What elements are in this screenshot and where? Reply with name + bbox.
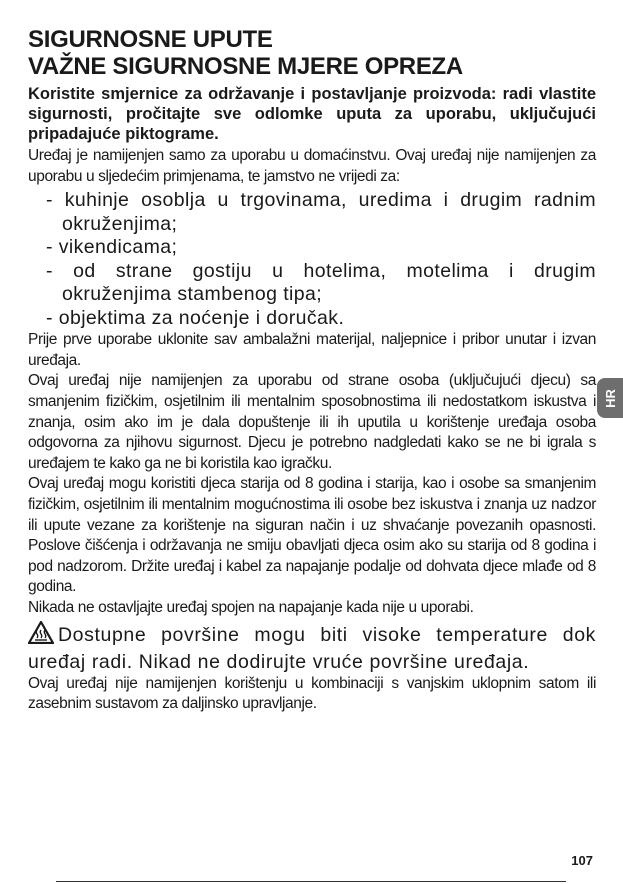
page-number: 107	[571, 853, 593, 868]
language-tab-label: HR	[602, 388, 618, 408]
intro-bold-paragraph: Koristite smjernice za održavanje i postavljanje proizvoda: radi vlastite sigurnosti, pročitajte sve odlomke uputa za uporabu, uključujući pripadajuće piktograme.	[28, 85, 596, 143]
timer-paragraph: Ovaj uređaj nije namijenjen korištenju u kombinaciji s vanjskim uklopnim satom ili zasebnim sustavom za daljinsko upravljanje.	[28, 674, 596, 713]
packaging-paragraph: Prije prve uporabe uklonite sav ambalažni materijal, naljepnice i pribor unutar i izvan uređaja.	[28, 331, 596, 369]
document-body	[28, 26, 596, 715]
children-paragraph: Ovaj uređaj mogu koristiti djeca starija od 8 godina i starija, kao i osobe sa smanjenim fizičkim, osjetilnim ili mentalnim mogućnostima ili osobe bez iskustva i znanja uz nadzor ili upute vezane za korištenje na siguran način i uz shvaćanje povezanih opasnosti. Poslove čišćenja i održavanja ne smiju obavljati djeca osim ako su starija od 8 godina i pod nadzorom. Držite uređaj i kabel za napajanje podalje od dohvata djece mlađe od 8 godina.	[28, 475, 596, 596]
list-item: - od strane gostiju u hotelima, motelima i drugim okruženjima stambenog tipa;	[46, 259, 596, 306]
title-line-1: SIGURNOSNE UPUTE	[28, 26, 273, 53]
domestic-use-paragraph: Uređaj je namijenjen samo za uporabu u domaćinstvu. Ovaj uređaj nije namijenjen za uporabu u sljedećim primjenama, te jamstvo ne vrijedi za:	[28, 147, 596, 185]
list-item: - objektima za noćenje i doručak.	[46, 306, 345, 329]
unplugged-paragraph: Nikada ne ostavljajte uređaj spojen na napajanje kada nije u uporabi.	[28, 598, 474, 616]
hot-surface-warning	[28, 621, 596, 674]
warning-text: Dostupne površine mogu biti visoke temperature dok uređaj radi. Nikad ne dodirujte vruće površine uređaja.	[28, 623, 596, 673]
page-title	[28, 26, 596, 80]
list-item: - kuhinje osoblja u trgovinama, uredima i drugim radnim okruženjima;	[46, 189, 596, 235]
hot-surface-warning-icon	[28, 621, 54, 650]
footer-rule	[56, 881, 566, 882]
persons-paragraph: Ovaj uređaj nije namijenjen za uporabu od strane osoba (uključujući djecu) sa smanjenim fizičkim, osjetilnim ili mentalnim sposobnostima ili nedostatkom iskustva i znanja, osim ako im je dala dopuštenje ili ih uputila u korištenje uređaja osoba odgovorna za njihovu sigurnost. Djecu je potrebno nadgledati kako se ne bi igrala s uređajem te kako ga ne bi koristila kao igračku.	[28, 372, 596, 472]
list-item: - vikendicama;	[46, 236, 178, 259]
language-tab	[597, 378, 623, 418]
exclusion-list	[28, 189, 596, 330]
title-line-2: VAŽNE SIGURNOSNE MJERE OPREZA	[28, 53, 463, 80]
